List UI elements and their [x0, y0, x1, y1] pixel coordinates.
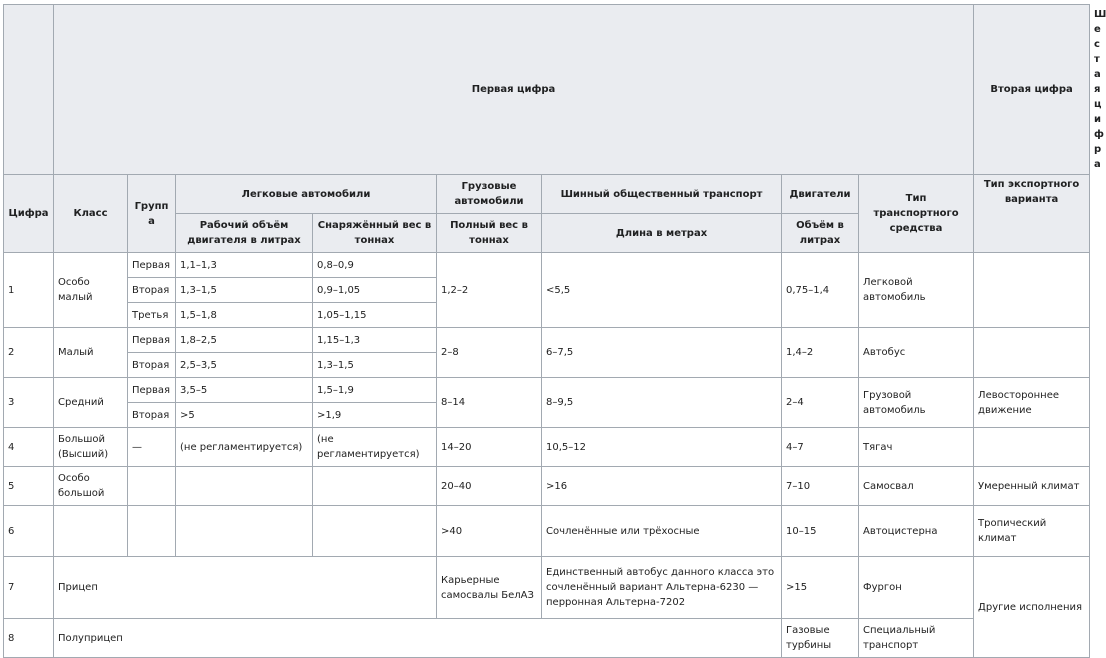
- cell-bus-length: 10,5–12: [542, 428, 782, 467]
- cell-digit: 6: [4, 506, 54, 557]
- cell-bus-length: 8–9,5: [542, 378, 782, 428]
- cell-engine-litres: 10–15: [782, 506, 859, 557]
- cell-export-type: Другие исполнения: [974, 557, 1090, 658]
- cell-engine-litres: 1,4–2: [782, 328, 859, 378]
- cell-group: [128, 467, 176, 506]
- cell-group: Вторая: [128, 278, 176, 303]
- header-export-type: Тип экспортного варианта: [974, 175, 1090, 253]
- table-row: [4, 557, 1090, 619]
- cell-digit: 7: [4, 557, 54, 619]
- header-blank: [4, 5, 54, 175]
- cell-group: Третья: [128, 303, 176, 328]
- cell-group: Вторая: [128, 403, 176, 428]
- header-length: Длина в метрах: [542, 214, 782, 253]
- header-cars: Легковые автомобили: [176, 175, 437, 214]
- cell-export-type: Тропический климат: [974, 506, 1090, 557]
- cell-digit: 3: [4, 378, 54, 428]
- cell-group: Первая: [128, 328, 176, 353]
- cell-class: [54, 506, 128, 557]
- cell-truck-weight: 2–8: [437, 328, 542, 378]
- cell-class: Прицеп: [54, 557, 437, 619]
- header-group: Группа: [128, 175, 176, 253]
- cell-engine-volume: (не регламентируется): [176, 428, 313, 467]
- cell-class: Средний: [54, 378, 128, 428]
- header-digit: Цифра: [4, 175, 54, 253]
- cell-truck-weight: >40: [437, 506, 542, 557]
- header-second-digit: Вторая цифра: [974, 5, 1090, 175]
- cell-class: Малый: [54, 328, 128, 378]
- cell-truck-weight: 20–40: [437, 467, 542, 506]
- cell-export-type: [974, 328, 1090, 378]
- table-row: [4, 506, 1090, 557]
- cell-curb-weight: (не регламентируется): [313, 428, 437, 467]
- cell-digit: 2: [4, 328, 54, 378]
- header-curb-weight: Снаряжённый вес в тоннах: [313, 214, 437, 253]
- cell-engine-volume: 1,5–1,8: [176, 303, 313, 328]
- cell-engine-litres: 4–7: [782, 428, 859, 467]
- cell-transport-type: Специальный транспорт: [859, 619, 974, 658]
- cell-bus-length: >16: [542, 467, 782, 506]
- header-class: Класс: [54, 175, 128, 253]
- cell-truck-weight: 1,2–2: [437, 253, 542, 328]
- cell-curb-weight: 0,8–0,9: [313, 253, 437, 278]
- cell-curb-weight: 0,9–1,05: [313, 278, 437, 303]
- header-row-1: Первая цифра Вторая цифра Шестая цифра: [4, 5, 1090, 175]
- cell-engine-volume: 1,8–2,5: [176, 328, 313, 353]
- header-first-digit: Первая цифра: [54, 5, 974, 175]
- cell-curb-weight: >1,9: [313, 403, 437, 428]
- cell-transport-type: Тягач: [859, 428, 974, 467]
- header-row-2: [4, 175, 1090, 214]
- cell-group: Первая: [128, 253, 176, 278]
- cell-transport-type: Грузовой автомобиль: [859, 378, 974, 428]
- cell-group: Первая: [128, 378, 176, 403]
- table-row: [4, 253, 1090, 278]
- cell-curb-weight: 1,3–1,5: [313, 353, 437, 378]
- cell-export-type: [974, 253, 1090, 328]
- cell-digit: 4: [4, 428, 54, 467]
- header-transport-type: Тип транспортного средства: [859, 175, 974, 253]
- table-row: [4, 467, 1090, 506]
- cell-export-type: Умеренный климат: [974, 467, 1090, 506]
- cell-truck-weight: 14–20: [437, 428, 542, 467]
- cell-engine-litres: 2–4: [782, 378, 859, 428]
- cell-transport-type: Фургон: [859, 557, 974, 619]
- cell-engine-volume: 1,1–1,3: [176, 253, 313, 278]
- cell-digit: 5: [4, 467, 54, 506]
- table-row: [4, 328, 1090, 353]
- header-trucks: Грузовые автомобили: [437, 175, 542, 214]
- cell-export-type: Левостороннее движение: [974, 378, 1090, 428]
- cell-class: Большой (Высший): [54, 428, 128, 467]
- cell-truck-weight: Карьерные самосвалы БелАЗ: [437, 557, 542, 619]
- cell-bus-length: 6–7,5: [542, 328, 782, 378]
- cell-engine-volume: 3,5–5: [176, 378, 313, 403]
- cell-curb-weight: 1,05–1,15: [313, 303, 437, 328]
- cell-engine-litres: >15: [782, 557, 859, 619]
- table-row: [4, 619, 1090, 658]
- cell-engine-litres: Газовые турбины: [782, 619, 859, 658]
- cell-engine-volume: >5: [176, 403, 313, 428]
- header-bus: Шинный общественный транспорт: [542, 175, 782, 214]
- classification-table: [3, 4, 1106, 658]
- header-engine-volume: Рабочий объём двигателя в литрах: [176, 214, 313, 253]
- table-row: [4, 428, 1090, 467]
- cell-group: [128, 506, 176, 557]
- cell-curb-weight: [313, 506, 437, 557]
- cell-curb-weight: [313, 467, 437, 506]
- cell-transport-type: Легковой автомобиль: [859, 253, 974, 328]
- cell-transport-type: Самосвал: [859, 467, 974, 506]
- cell-group: Вторая: [128, 353, 176, 378]
- cell-engine-litres: 7–10: [782, 467, 859, 506]
- header-gross-weight: Полный вес в тоннах: [437, 214, 542, 253]
- cell-class: Полуприцеп: [54, 619, 782, 658]
- header-engine-vol-l: Объём в литрах: [782, 214, 859, 253]
- table-row: [4, 378, 1090, 403]
- cell-transport-type: Автоцистерна: [859, 506, 974, 557]
- cell-digit: 8: [4, 619, 54, 658]
- cell-group: —: [128, 428, 176, 467]
- cell-engine-volume: 1,3–1,5: [176, 278, 313, 303]
- cell-digit: 1: [4, 253, 54, 328]
- cell-curb-weight: 1,15–1,3: [313, 328, 437, 353]
- cell-class: Особо малый: [54, 253, 128, 328]
- cell-truck-weight: 8–14: [437, 378, 542, 428]
- cell-transport-type: Автобус: [859, 328, 974, 378]
- cell-export-type: [974, 428, 1090, 467]
- cell-bus-length: Единственный автобус данного класса это сочленённый вариант Альтерна-6230 — перронная Альтерна-7202: [542, 557, 782, 619]
- cell-engine-litres: 0,75–1,4: [782, 253, 859, 328]
- cell-engine-volume: [176, 506, 313, 557]
- cell-bus-length: <5,5: [542, 253, 782, 328]
- cell-engine-volume: [176, 467, 313, 506]
- cell-engine-volume: 2,5–3,5: [176, 353, 313, 378]
- header-engines: Двигатели: [782, 175, 859, 214]
- cell-bus-length: Сочленённые или трёхосные: [542, 506, 782, 557]
- cell-class: Особо большой: [54, 467, 128, 506]
- cell-curb-weight: 1,5–1,9: [313, 378, 437, 403]
